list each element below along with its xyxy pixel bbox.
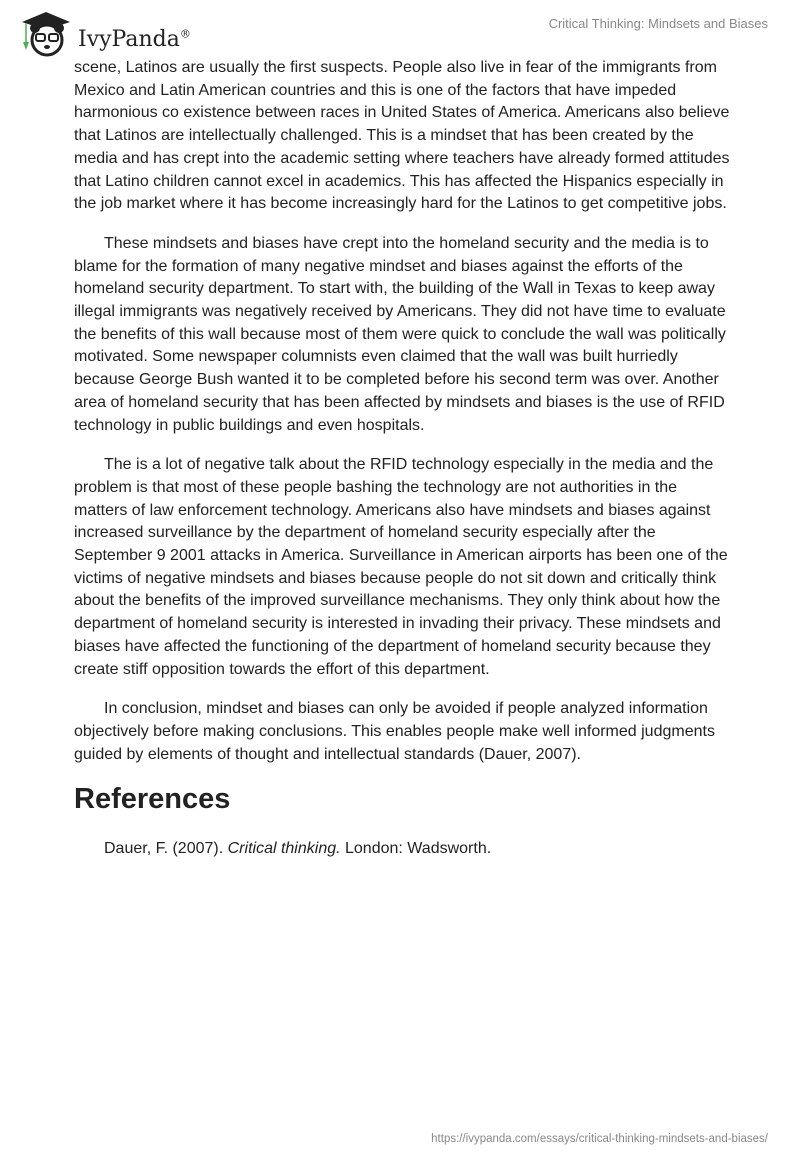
paragraph: scene, Latinos are usually the first suspects. People also live in fear of the immigrants from Mexico and Latin American countries and this is one of the factors that have impeded harmonious co existence between races in United States of America. Americans also believe that Latinos are intellectually challenged. This is a mindset that has been created by the media and has crept into the academic setting where teachers have already formed attitudes that Latino children cannot excel in academics. This has affected the Hispanics especially in the job market where it has become increasingly hard for the Latinos to get competitive jobs.: [74, 59, 730, 213]
document-title: Critical Thinking: Mindsets and Biases: [548, 16, 768, 31]
panda-graduate-icon: [18, 8, 76, 58]
logo-text: IvyPanda®: [78, 26, 191, 52]
footer-url[interactable]: https://ivypanda.com/essays/critical-thinking-mindsets-and-biases/: [431, 1133, 768, 1145]
reference-item: Dauer, F. (2007). Critical thinking. London: Wadsworth.: [104, 840, 492, 858]
paragraph: The is a lot of negative talk about the RFID technology especially in the media and the problem is that most of these people bashing the technology are not authorities in the matters of law enforcement technology. Americans also have mindsets and biases against increased surveillance by the department of homeland security especially after the September 9 2001 attacks in America. Surveillance in American airports has been one of the victims of negative mindsets and biases because people do not sit down and critically think about the benefits of the improved surveillance mechanisms. They only think about how the department of homeland security is interested in invading their privacy. These mindsets and biases have affected the functioning of the department of homeland security because they create stiff opposition towards the effort of this department.: [74, 456, 728, 678]
essay-body: [74, 57, 730, 861]
paragraph: In conclusion, mindset and biases can only be avoided if people analyzed information objectively before making conclusions. This enables people make well informed judgments guided by elements of thought and intellectual standards (Dauer, 2007).: [74, 700, 715, 763]
ivypanda-logo[interactable]: [18, 8, 191, 58]
references-heading: References: [74, 783, 231, 816]
paragraph: These mindsets and biases have crept into the homeland security and the media is to blame for the formation of many negative mindset and biases against the efforts of the homeland security department. To start with, the building of the Wall in Texas to keep away illegal immigrants was negatively received by Americans. They did not have time to evaluate the benefits of this wall because most of them were quick to conclude the wall was politically motivated. Some newspaper columnists even claimed that the wall was built hurriedly because George Bush wanted it to be completed before his second term was over. Another area of homeland security that has been affected by mindsets and biases is the use of RFID technology in public buildings and even hospitals.: [74, 234, 726, 434]
